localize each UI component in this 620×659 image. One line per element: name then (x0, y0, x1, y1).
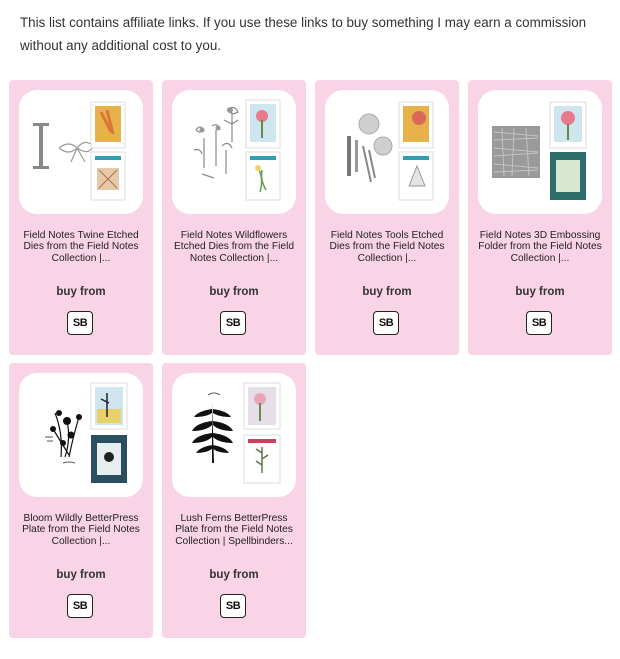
spellbinders-store-button[interactable] (526, 311, 552, 335)
buy-from-label: buy from (209, 286, 259, 298)
store-badge-text: SB (531, 317, 547, 329)
buy-from-label: buy from (515, 286, 565, 298)
store-badge-text: SB (378, 317, 394, 329)
affiliate-disclaimer: This list contains affiliate links. If you use these links to buy something I may earn a commission without any additional cost to you. (20, 15, 587, 53)
product-title[interactable]: Field Notes Wildflowers Etched Dies from the Field Notes Collection |... (173, 230, 295, 264)
product-title[interactable]: Field Notes 3D Embossing Folder from the Field Notes Collection |... (478, 230, 602, 264)
product-title[interactable]: Lush Ferns BetterPress Plate from the Field Notes Collection | Spellbinders... (175, 513, 293, 547)
store-badge-text: SB (225, 600, 241, 612)
spellbinders-store-button[interactable] (67, 594, 93, 618)
product-image[interactable] (19, 90, 143, 214)
product-grid (9, 80, 613, 640)
spellbinders-store-button[interactable] (220, 311, 246, 335)
spellbinders-store-button[interactable] (220, 594, 246, 618)
spellbinders-store-button[interactable] (373, 311, 399, 335)
buy-from-label: buy from (362, 286, 412, 298)
product-card[interactable] (9, 363, 153, 638)
product-image[interactable] (478, 90, 602, 214)
buy-from-label: buy from (209, 569, 259, 581)
product-title[interactable]: Bloom Wildly BetterPress Plate from the Field Notes Collection |... (22, 513, 140, 547)
product-card[interactable] (162, 363, 306, 638)
product-card[interactable] (162, 80, 306, 355)
product-image[interactable] (19, 373, 143, 497)
buy-from-label: buy from (56, 286, 106, 298)
store-badge-text: SB (225, 317, 241, 329)
product-card[interactable] (315, 80, 459, 355)
store-badge-text: SB (72, 317, 88, 329)
product-image[interactable] (325, 90, 449, 214)
buy-from-label: buy from (56, 569, 106, 581)
product-title[interactable]: Field Notes Tools Etched Dies from the Field Notes Collection |... (329, 230, 445, 264)
product-image[interactable] (172, 90, 296, 214)
product-card[interactable] (9, 80, 153, 355)
spellbinders-store-button[interactable] (67, 311, 93, 335)
product-image[interactable] (172, 373, 296, 497)
store-badge-text: SB (72, 600, 88, 612)
product-title[interactable]: Field Notes Twine Etched Dies from the Field Notes Collection |... (23, 230, 139, 264)
product-card[interactable] (468, 80, 612, 355)
